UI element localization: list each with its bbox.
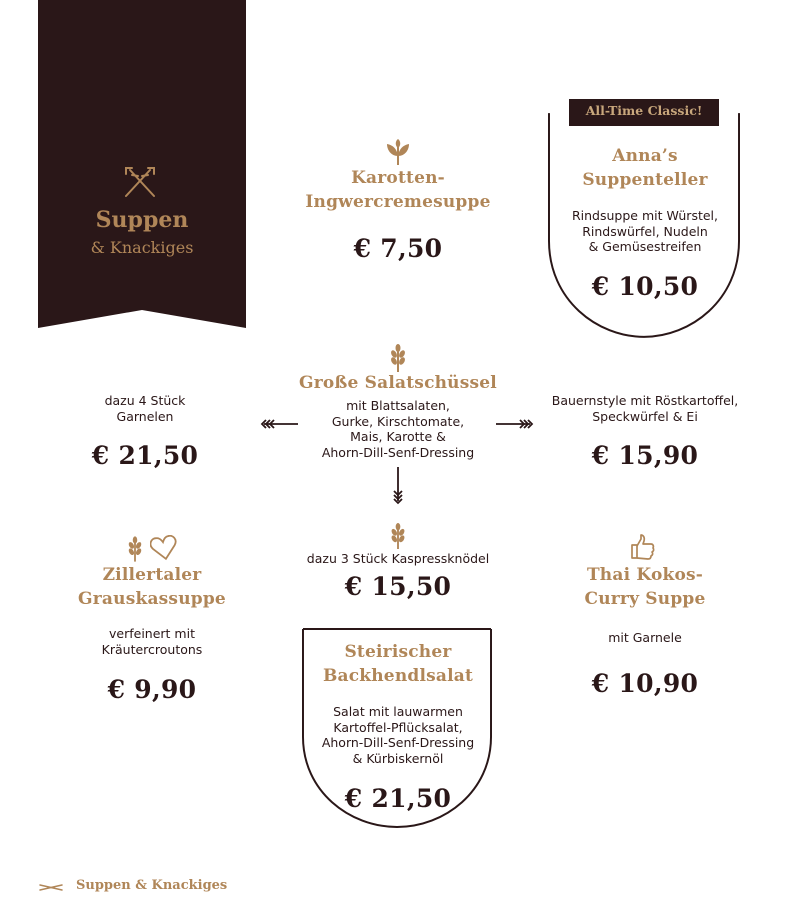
price-steir: € 21,50 [344, 784, 452, 813]
section-title: Suppen [95, 207, 189, 233]
dish-desc-thai: mit Garnele [608, 630, 682, 645]
dish-desc-steir: Salat mit lauwarmen Kartoffel-Pflücksalat, Ahorn-Dill-Senf-Dressing & Kürbiskernöl [321, 704, 475, 766]
price-option-bottom: € 15,50 [344, 572, 452, 601]
price-option-right: € 15,90 [591, 441, 699, 470]
classic-tag-label: All-Time Classic! [585, 103, 703, 118]
dish-name-anna: Anna’s Suppenteller [582, 146, 708, 190]
footer-label: Suppen & Knackiges [76, 878, 228, 893]
heart-icon [150, 535, 178, 561]
thumbs-up-icon [630, 533, 656, 561]
dish-name-karotten: Karotten- Ingwercremesuppe [305, 168, 491, 212]
price-anna: € 10,50 [591, 272, 699, 301]
wheat-icon [388, 344, 408, 372]
dish-name-steir: Steirischer Backhendlsalat [322, 642, 474, 686]
wheat-icon [388, 523, 408, 549]
price-ziller: € 9,90 [107, 675, 197, 704]
price-karotten: € 7,50 [353, 234, 443, 263]
dish-name-salat: Große Salatschüssel [299, 373, 497, 393]
option-desc-bottom: dazu 3 Stück Kaspressknödel [306, 551, 490, 566]
dish-desc-anna: Rindsuppe mit Würstel, Rindswürfel, Nudeln & Gemüsestreifen [571, 208, 719, 254]
dish-desc-ziller: verfeinert mit Kräutercroutons [101, 626, 203, 657]
arrow-right-icon [494, 418, 534, 430]
dish-name-thai: Thai Kokos- Curry Suppe [584, 565, 706, 609]
wheat-icon [126, 536, 144, 562]
price-option-left: € 21,50 [91, 441, 199, 470]
arrow-down-icon [392, 465, 404, 505]
option-desc-right: Bauernstyle mit Röstkartoffel, Speckwürfel & Ei [551, 393, 739, 424]
dish-desc-salat: mit Blattsalaten, Gurke, Kirschtomate, Mais, Karotte & Ahorn-Dill-Senf-Dressing [321, 398, 475, 460]
dish-name-ziller: Zillertaler Grauskassuppe [78, 565, 226, 609]
leaf-icon [385, 138, 411, 166]
section-subtitle: & Knackiges [90, 238, 194, 257]
price-thai: € 10,90 [591, 669, 699, 698]
option-desc-left: dazu 4 Stück Garnelen [104, 393, 186, 424]
crossed-wheat-icon [120, 164, 160, 200]
arrow-left-icon [260, 418, 300, 430]
crossed-wheat-icon [38, 881, 64, 893]
